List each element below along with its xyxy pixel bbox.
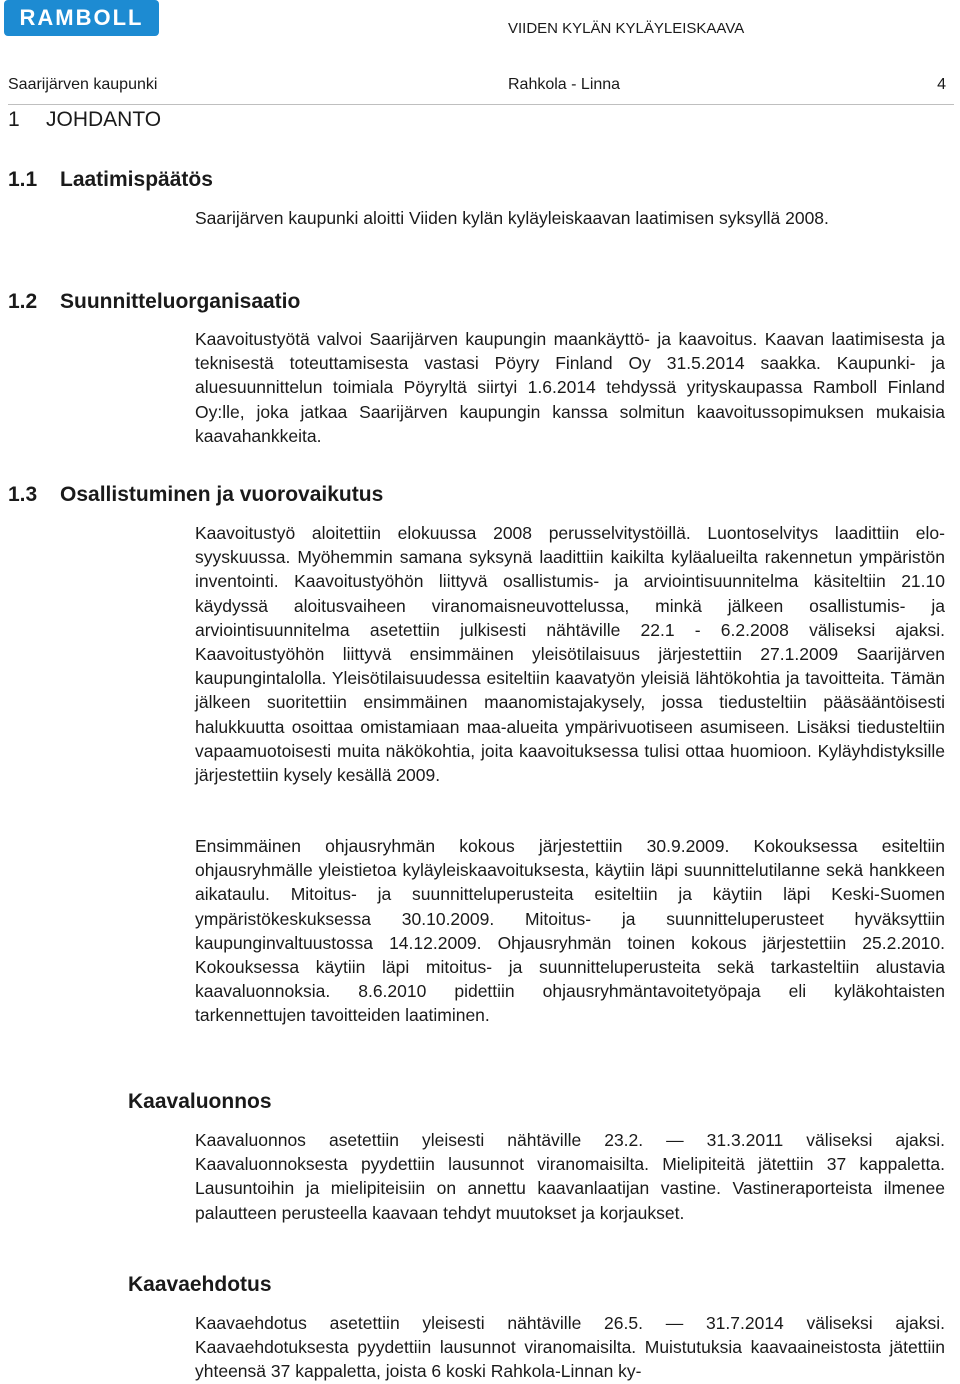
section-heading-1-2: [8, 290, 300, 314]
ramboll-logo: [4, 0, 159, 36]
section-number: 1.3: [8, 483, 38, 506]
kaavaehdotus-paragraph: Kaavaehdotus asetettiin yleisesti nähtäville 26.5. — 31.7.2014 väliseksi ajaksi. Kaavaehdotuksesta pyydettiin lausunnot viranomaisilta. Muistutuksia kaavaaineistosta jätettiin yhteensä 37 kappaletta, joista 6 koski Rahkola-Linnan ky-: [195, 1313, 945, 1382]
section-1-3-paragraph-1: Kaavoitustyö aloitettiin elokuussa 2008 perusselvitystöillä. Luontoselvitys laadittiin elo- syyskuussa. Myöhemmin samana syksynä laadittiin kaikilta kyläalueilta rakennetun ympäristön inventointi. Kaavoitustyöhön liittyvä osallistumis- ja arviointisuunnitelma käsiteltiin 21.10 käydyssä aloitusvaiheen viranomaisneuvottelussa, minkä jälkeen osallistumis- ja arviointisuunnitelma asetettiin julkisesti nähtäville 22.1 - 6.2.2008 väliseksi ajaksi. Kaavoitustyöhön liittyvä ensimmäinen yleisötilaisuus järjestettiin 27.1.2009 Saarijärven kaupungintalolla. Yleisötilaisuudessa esiteltiin kaavatyön yleisiä lähtökohtia ja tavoitteita. Tämän jälkeen suoritettiin ensimmäinen maanomistajakysely, jossa tiedusteltiin pääsääntöisesti halukkuutta osoittaa omistamiaan maa-alueita ympärivuotiseen asumiseen. Lisäksi tiedusteltiin vapaamuotoisesti muita näkökohtia, joita kaavoituksessa tulisi ottaa huomioon. Kyläyhdistyksille järjestettiin kysely kesällä 2009.: [195, 523, 945, 786]
section-title: Osallistuminen ja vuorovaikutus: [60, 483, 384, 506]
section-title: Laatimispäätös: [60, 168, 213, 191]
document-title: VIIDEN KYLÄN KYLÄYLEISKAAVA: [508, 20, 745, 37]
section-1-1-paragraph: Saarijärven kaupunki aloitti Viiden kylän kyläyleiskaavan laatimisen syksyllä 2008.: [195, 208, 829, 228]
kaavaluonnos-paragraph: Kaavaluonnos asetettiin yleisesti nähtäville 23.2. — 31.3.2011 väliseksi ajaksi. Kaavaluonnoksesta pyydettiin lausunnot viranomaisilta. Mielipiteitä jätettiin 37 kappaletta. Lausuntoihin ja mielipiteisiin on annettu kaavanlaatijan vastine. Vastineraporteista ilmenee palautteen perusteella kaavaan tehdyt muutokset ja korjaukset.: [195, 1130, 945, 1223]
subheading-kaavaehdotus: Kaavaehdotus: [128, 1273, 272, 1296]
section-1-2-paragraph: Kaavoitustyötä valvoi Saarijärven kaupungin maankäyttö- ja kaavoitus. Kaavan laatimisesta ja teknisestä toteuttamisesta vastasi Pöyry Finland Oy 31.5.2014 saakka. Kaupunki- ja aluesuunnittelun toimiala Pöyryltä siirtyi 1.6.2014 tehdyssä yrityskaupassa Ramboll Finland Oy:lle, joka jatkaa Saarijärven kaupungin kanssa solmitun kaavoitussopimuksen mukaisia kaavahankkeita.: [195, 329, 945, 446]
section-number: 1.2: [8, 290, 38, 313]
section-heading-1-3: [8, 483, 383, 507]
subheading-kaavaluonnos: Kaavaluonnos: [128, 1090, 272, 1113]
header-municipality: Saarijärven kaupunki: [8, 76, 158, 93]
logo-text: RAMBOLL: [19, 5, 144, 30]
chapter-title: JOHDANTO: [46, 108, 162, 131]
section-1-3-paragraph-2: Ensimmäinen ohjausryhmän kokous järjestettiin 30.9.2009. Kokouksessa esiteltiin ohjausryhmälle yleistietoa kyläyleiskaavoituksesta, käytiin läpi suunnittelutilanne sekä hankkeen aikataulu. Mitoitus- ja suunnitteluperusteita esiteltiin ja käytiin läpi Keski-Suomen ympäristökeskuksessa 30.10.2009. Mitoitus- ja suunnitteluperusteet hyväksyttiin kaupunginvaltuustossa 14.12.2009. Ohjausryhmän toinen kokous järjestettiin 25.2.2010. Kokouksessa käytiin läpi mitoitus- ja suunnitteluperusteita sekä tarkasteltiin alustavia kaavaluonnoksia. 8.6.2010 pidettiin ohjausryhmäntavoitetyöpaja eli kyläkohtaisten tarkennettujen tavoitteiden laatiminen.: [195, 836, 945, 1026]
header-plan-area: Rahkola - Linna: [508, 76, 621, 93]
header-divider: [8, 104, 954, 105]
section-title: Suunnitteluorganisaatio: [60, 290, 301, 313]
section-heading-1-1: [8, 168, 213, 192]
page-number: 4: [937, 76, 946, 93]
chapter-heading: [8, 108, 161, 132]
chapter-number: 1: [8, 108, 20, 131]
section-number: 1.1: [8, 168, 38, 191]
